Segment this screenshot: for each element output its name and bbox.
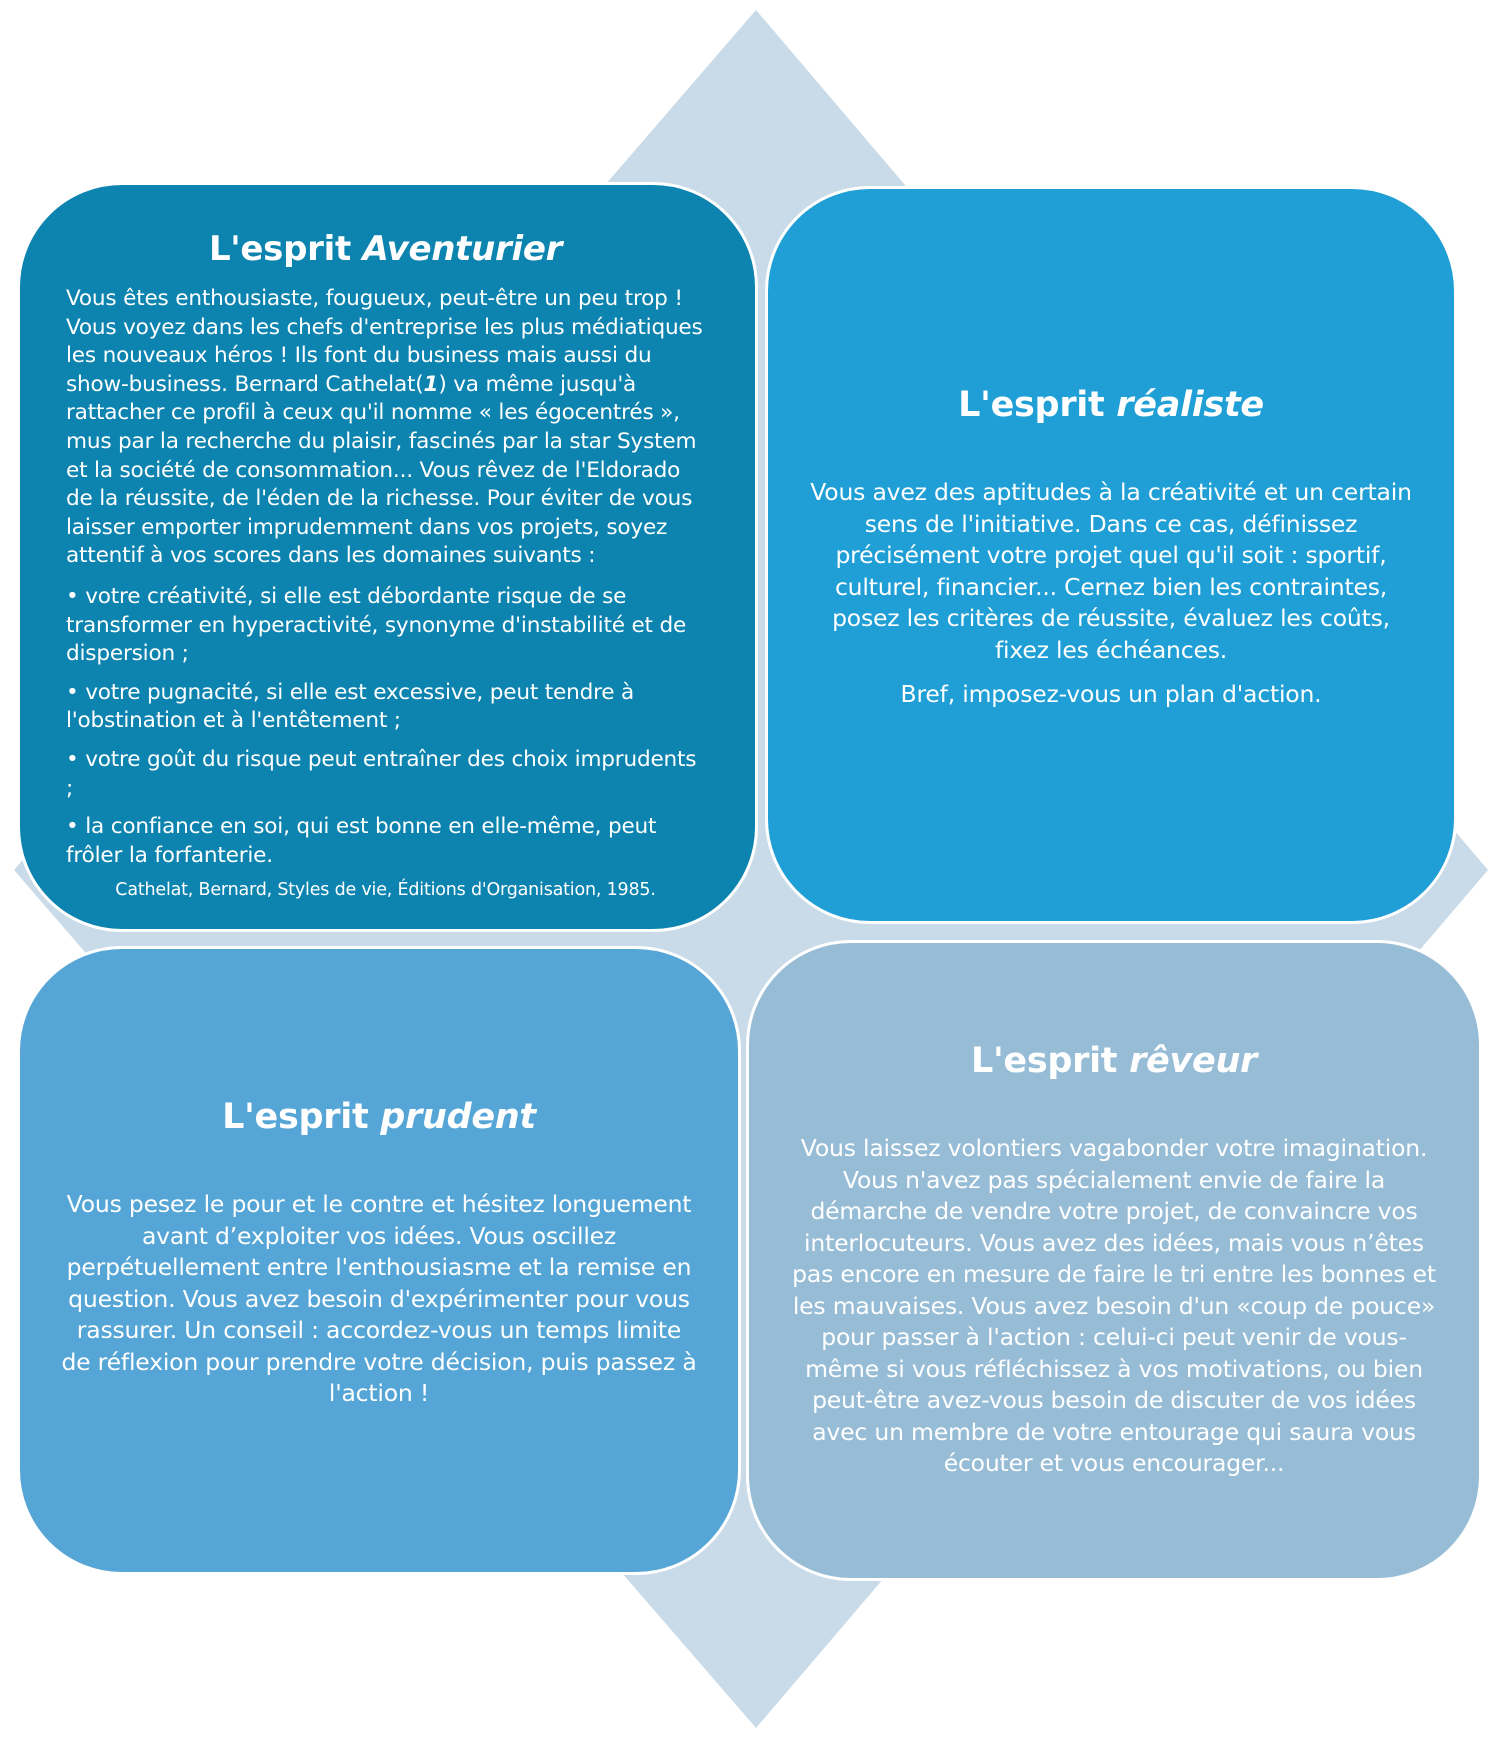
realiste-paragraph: Vous avez des aptitudes à la créativité et un certain sens de l'initiative. Dans ce cas, définissez précisément votre projet quel qu'il soit : sportif, culturel, financier... Cernez bien les contraintes, posez les critères de réussite, évaluez les coûts, fixez les échéances. — [810, 478, 1412, 664]
footnote-reference: 1 — [423, 371, 439, 397]
box-prudent — [17, 946, 741, 1575]
aventurier-bullet-confiance: • la confiance en soi, qui est bonne en elle-même, peut frôler la forfanterie. — [66, 814, 657, 868]
reveur-title: L'esprit rêveur — [970, 1041, 1258, 1081]
aventurier-bullet-risque: • votre goût du risque peut entraîner des choix imprudents ; — [66, 746, 697, 801]
realiste-title: L'esprit réaliste — [958, 385, 1264, 425]
box-realiste — [765, 186, 1457, 924]
realiste-conclusion: Bref, imposez-vous un plan d'action. — [900, 680, 1322, 708]
prudent-text: Vous pesez le pour et le contre et hésitez longuement avant d’exploiter vos idées. Vous oscillez perpétuellement entre l'enthousiasme et la remise en question. Vous avez besoin d'expérimenter pour vous rassurer. Un conseil : accordez-vous un temps limite de réflexion pour prendre votre décision, puis passez à l'action ! — [61, 1190, 697, 1407]
aventurier-intro: Vous êtes enthousiaste, fougueux, peut-être un peu trop ! Vous voyez dans les chefs d'entreprise les plus médiatiques les nouveaux héros ! Ils font du business mais aussi du show-business. Bernard Cathelat(1) va même jusqu'à rattacher ce profil à ceux qu'il nomme « les égocentrés », mus par la recherche du plaisir, fascinés par la star System et la société de consommation... Vous rêvez de l'Eldorado de la réussite, de l'éden de la richesse. Pour éviter de vous laisser emporter imprudemment dans vos projets, soyez attentif à vos scores dans les domaines suivants : — [66, 286, 703, 569]
aventurier-title: L'esprit Aventurier — [208, 229, 563, 269]
box-reveur — [746, 940, 1482, 1581]
prudent-title: L'esprit prudent — [222, 1097, 536, 1137]
aventurier-bullet-pugnacite: • votre pugnacité, si elle est excessive, peut tendre à l'obstination et à l'entêtement ; — [66, 679, 635, 734]
aventurier-citation: Cathelat, Bernard, Styles de vie, Éditions d'Organisation, 1985. — [115, 880, 656, 901]
prudent-body — [60, 1189, 698, 1410]
aventurier-bullet-creativite: • votre créativité, si elle est débordante risque de se transformer en hyperactivité, synonyme d'instabilité et de dispersion ; — [66, 583, 687, 667]
reveur-text: Vous laissez volontiers vagabonder votre imagination. Vous n'avez pas spécialement envie de faire la démarche de vendre votre projet, de convaincre vos interlocuteurs. Vous avez des idées, mais vous n’êtes pas encore en mesure de faire le tri entre les bonnes et les mauvaises. Vous avez besoin d'un «coup de pouce» pour passer à l'action : celui-ci peut venir de vous-même si vous réfléchissez à vos motivations, ou bien peut-être avez-vous besoin de discuter de vos idées avec un membre de votre entourage qui saura vous écouter et vous encourager... — [792, 1134, 1436, 1477]
box-aventurier — [17, 182, 758, 932]
realiste-body — [808, 477, 1414, 724]
reveur-body — [789, 1133, 1439, 1480]
aventurier-body — [66, 285, 705, 880]
